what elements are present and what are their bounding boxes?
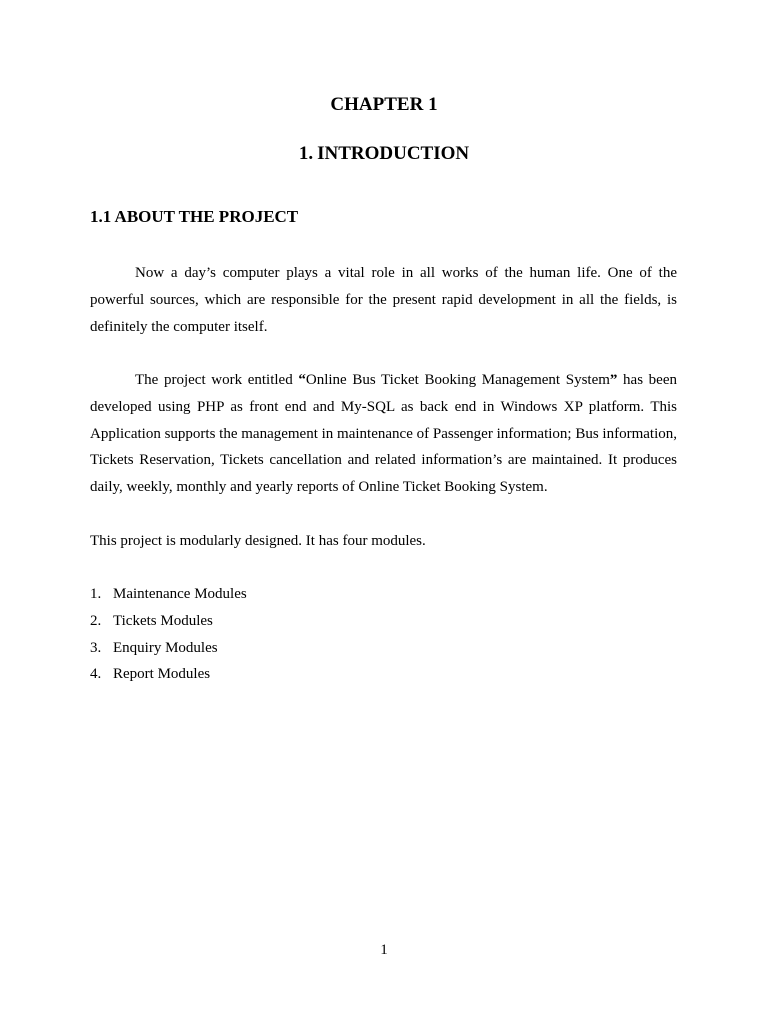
introduction-number: 1. <box>298 143 314 164</box>
open-quote: “ <box>298 372 306 388</box>
list-item <box>90 608 247 635</box>
list-item-label: Tickets Modules <box>113 612 213 629</box>
page-number: 1 <box>380 942 388 958</box>
list-item-label: Enquiry Modules <box>113 639 218 656</box>
list-item <box>90 661 247 688</box>
list-item-number: 1. <box>90 586 102 602</box>
module-list <box>90 581 247 688</box>
paragraph-text: The project work entitled <box>135 372 299 388</box>
list-item <box>90 635 247 662</box>
list-item <box>90 581 247 608</box>
close-quote: ” <box>609 372 618 388</box>
introduction-label: INTRODUCTION <box>317 143 470 164</box>
list-item-number: 2. <box>90 612 102 629</box>
paragraph-intro: Now a day’s computer plays a vital role in all works of the human life. One of the powerful sources, which are responsible for the present rapid development in all the fields, is definitely the computer itself. <box>90 265 677 335</box>
list-item-number: 3. <box>90 639 102 656</box>
paragraph-text: has been developed using PHP as front end and My-SQL as back end in Windows XP platform. This Application supports the management in maintenance of Passenger information; Bus information, Tickets Reservation, Tickets cancellation and related information’s are maintained. It produces daily, weekly, monthly and yearly reports of Online Ticket Booking System. <box>90 372 678 496</box>
list-item-label: Report Modules <box>113 666 211 683</box>
list-item-label: Maintenance Modules <box>113 586 247 602</box>
introduction-title <box>0 142 768 166</box>
project-name: Online Bus Ticket Booking Management System <box>305 372 610 388</box>
chapter-title: CHAPTER 1 <box>330 94 438 115</box>
section-heading: 1.1 ABOUT THE PROJECT <box>90 207 299 226</box>
paragraph-project-description <box>90 367 677 501</box>
list-item-number: 4. <box>90 666 102 683</box>
paragraph-modules-intro: This project is modularly designed. It has four modules. <box>90 533 426 549</box>
